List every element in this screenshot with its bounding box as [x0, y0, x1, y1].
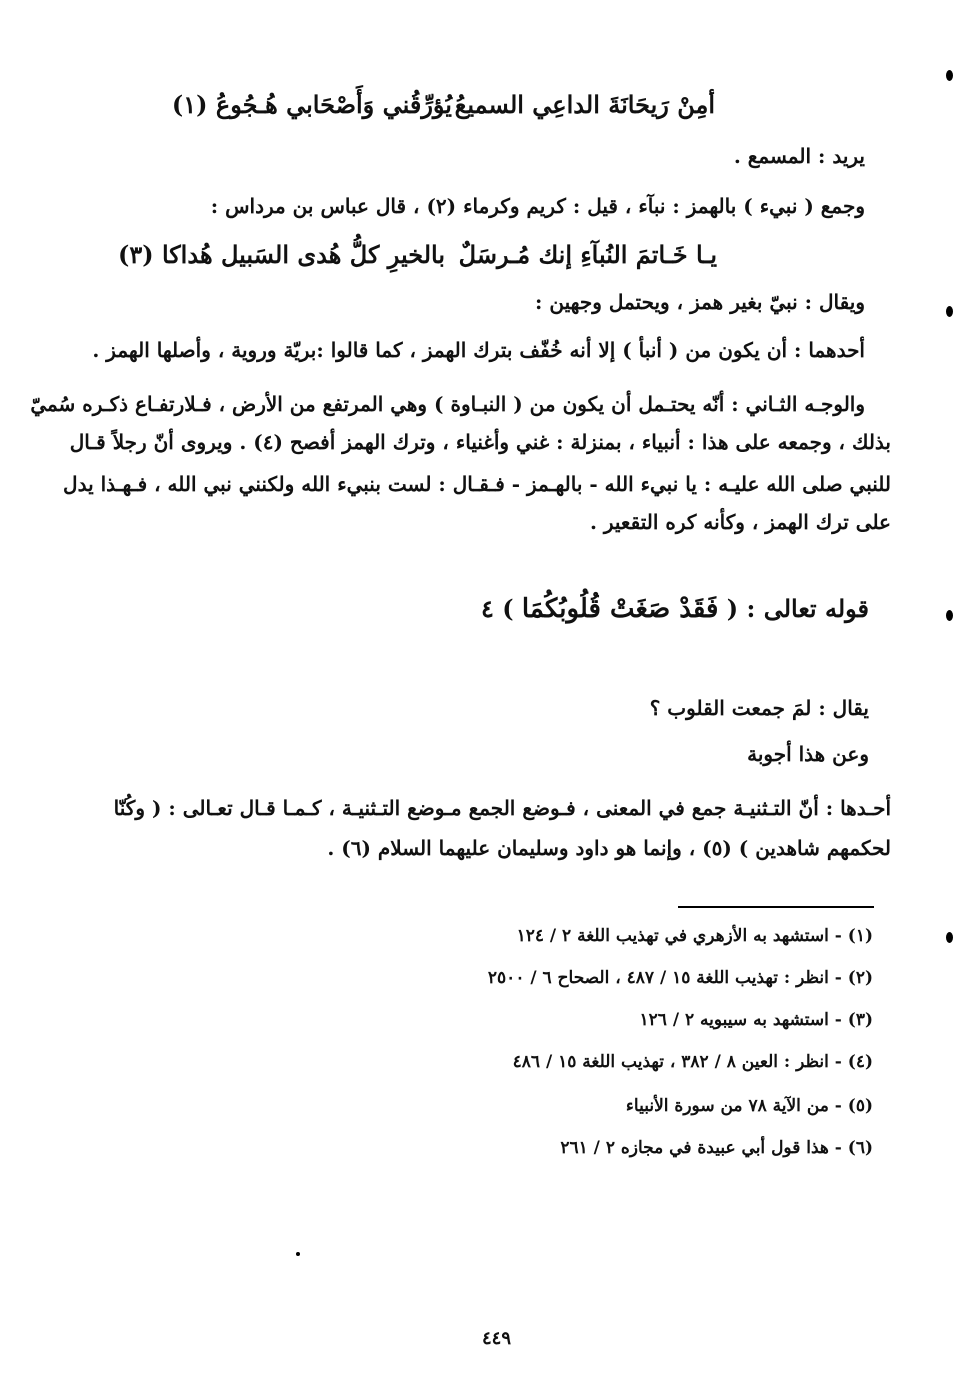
- footnote: (٣) - استشهد به سيبويه ٢ / ١٢٦: [639, 1010, 873, 1030]
- text-line: يريد : المسمع .: [733, 144, 865, 168]
- text-line: لحكمهم شاهدين ) (٥) ، وإنما هو داود وسليمان عليهما السلام (٦) .: [327, 836, 891, 860]
- footnote: (٥) - من الآية ٧٨ من سورة الأنبياء: [625, 1096, 873, 1116]
- text-line: يقال : لمَ جمعت القلوب ؟: [649, 696, 869, 720]
- text-line: وجمع ( نبيء ) بالهمز : نبآء ، قيل : كريم وكرماء (٢) ، قال عباس بن مرداس :: [210, 194, 865, 218]
- margin-dot: [946, 306, 953, 317]
- footnote: (٤) - انظر : العين ٨ / ٣٨٢ ، تهذيب اللغة ١٥ / ٤٨٦: [512, 1052, 873, 1072]
- footnote-separator: [678, 906, 874, 908]
- verse2-right-hemistich: يـا خَـاتمَ النُبآءِ إنك مُـرسَلٌ: [458, 240, 717, 269]
- heading-quran-text: فَقَدْ صَغَتْ قُلُوبُكُمَا: [521, 594, 719, 624]
- verse2-left-hemistich: بالخيرِ كلُّ هُدى السَبيل هُداكا (٣): [117, 240, 445, 269]
- footnote: (١) - استشهد به الأزهري في تهذيب اللغة ٢ / ١٢٤: [516, 926, 873, 946]
- verse1-right-hemistich: أمِنْ رَيحَانَةَ الداعِي السميعُ: [454, 90, 715, 119]
- margin-dot: [946, 610, 953, 621]
- footnote: (٦) - هذا قول أبي عبيدة في مجازه ٢ / ٢٦١: [560, 1138, 873, 1158]
- text-line: أحـدها : أنّ التـثنيـة جمع في المعنى ، فـوضع الجمع مـوضع التـثنيـة ، كـمـا قـال تعـالى : ( وكُنّا: [113, 796, 891, 820]
- margin-dot: [946, 70, 953, 81]
- verse1-left-hemistich: يُؤرِّقُني وَأَصْحَابي هُـجُوعُ (١): [171, 90, 452, 119]
- text-line: والوجـه الثـاني : أنّه يحتـمل أن يكون من ( النبـاوة ) وهي المرتفع من الأرض ، فـلارتفـاع ذكـره سُميّ: [30, 392, 865, 416]
- text-line: ويقال : نبيّ بغير همز ، ويحتمل وجهين :: [535, 290, 865, 314]
- footnote: (٢) - انظر : تهذيب اللغة ١٥ / ٤٨٧ ، الصحاح ٦ / ٢٥٠٠: [487, 968, 873, 988]
- text-line: للنبي صلى الله عليـه : يا نبيء الله - بالهـمز - فـقـال : لست بنبيء الله ولكنني نبي الله ، فـهـذا يدل: [63, 472, 891, 496]
- page-number: ٤٤٩: [481, 1328, 511, 1349]
- text-line: على ترك الهمز ، وكأنه كره التقعير .: [589, 510, 891, 534]
- margin-dot: [296, 1252, 300, 1256]
- margin-dot: [946, 932, 953, 943]
- heading-prefix: قوله تعالى : (: [726, 594, 869, 623]
- text-line: بذلك ، وجمعه على هذا : أنبياء ، بمنزلة : غني وأغنياء ، وترك الهمز أفصح (٤) . ويروى أنّ رجلاً قـال: [69, 430, 891, 454]
- text-line: وعن هذا أجوبة: [747, 742, 869, 766]
- verse-heading: [481, 594, 869, 624]
- heading-suffix: ) ٤: [480, 594, 514, 623]
- text-line: أحدهما : أن يكون من ( أنبأ ) إلا أنه خُفّف بترك الهمز ، كما قالوا :بريّة وروية ، وأصلها الهمز .: [92, 338, 865, 362]
